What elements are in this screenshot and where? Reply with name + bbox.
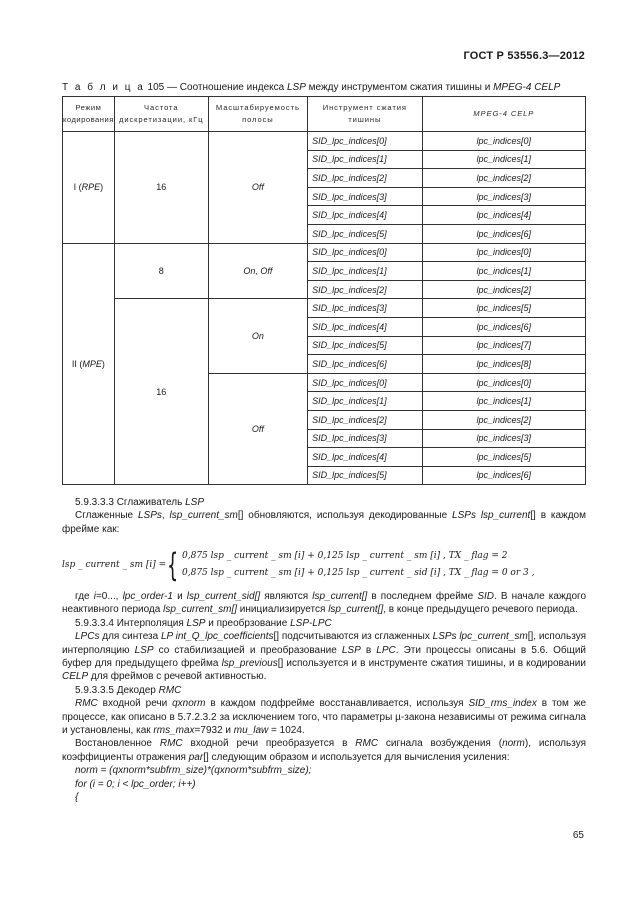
cell-band-scalability: Off	[208, 373, 307, 485]
paragraph: 5.9.3.3.3 Сглаживатель LSP	[75, 497, 204, 508]
cell-silence-tool-index: SID_lpc_indices[3]	[308, 187, 423, 206]
column-header-1: Частота дискретизации, кГц	[114, 97, 208, 132]
paragraph: Востановленное RMC входной речи преобразуется в RMC сигнала возбуждения (norm), используя коэффициенты отражения par[] следующим образом и используется для вычисления усиления:	[62, 738, 586, 763]
text-block-main	[62, 590, 586, 805]
cell-celp-index: lpc_indices[2]	[422, 280, 585, 299]
paragraph: где i=0..., lpc_order-1 и lsp_current_sid[] являются lsp_current[] в последнем фрейме SID. В начале каждого неактивного периода lsp_current_sm[] инициализируется lsp_current[], в конце предыдущего речевого периода.	[62, 591, 587, 616]
cell-silence-tool-index: SID_lpc_indices[4]	[308, 317, 423, 336]
table-body	[63, 132, 586, 485]
paragraph: 5.9.3.3.5 Декодер RMC	[75, 684, 182, 696]
cell-silence-tool-index: SID_lpc_indices[2]	[308, 410, 423, 429]
cell-celp-index: lpc_indices[3]	[422, 187, 585, 206]
cell-celp-index: lpc_indices[1]	[422, 392, 585, 411]
paragraph: RMC входной речи qxnorm в каждом подфрейме восстанавливается, используя SID_rms_index в том же процессе, как описано в 5.7.2.3.2 за исключением того, что параметры µ-закона независимы от режима сигнала и установлены, как rms_max=7932 и mu_law = 1024.	[62, 698, 587, 737]
cell-celp-index: lpc_indices[2]	[422, 410, 585, 429]
cell-coding-mode: I (RPE)	[63, 132, 115, 244]
smoothing-formula	[62, 546, 586, 584]
paragraph: norm = (qxnorm*subfrm_size)*(qxnorm*subfrm_size);	[75, 765, 312, 777]
cell-silence-tool-index: SID_lpc_indices[1]	[308, 392, 423, 411]
cell-band-scalability: Off	[208, 132, 307, 244]
table-row	[63, 299, 586, 318]
column-header-3: Инструмент сжатия тишины	[308, 97, 423, 132]
cell-coding-mode: II (MPE)	[63, 243, 115, 485]
cell-sampling-rate: 16	[114, 299, 208, 485]
cell-celp-index: lpc_indices[1]	[422, 150, 585, 169]
cell-silence-tool-index: SID_lpc_indices[6]	[308, 355, 423, 374]
cell-celp-index: lpc_indices[0]	[422, 373, 585, 392]
cell-celp-index: lpc_indices[5]	[422, 448, 585, 467]
column-header-2: Масштабируемость полосы	[208, 97, 307, 132]
cell-silence-tool-index: SID_lpc_indices[1]	[308, 150, 423, 169]
paragraph: 5.9.3.3.4 Интерполяция LSP и преобрзование LSP-LPC	[75, 617, 332, 629]
formula-case-2: 0,875 lsp _ current _ sm [i] + 0,125 lsp _ current _ sid [i] , TX _ flag = 0 or 3 ,	[182, 568, 535, 578]
cell-silence-tool-index: SID_lpc_indices[3]	[308, 429, 423, 448]
formula-brace: {	[167, 546, 179, 584]
cell-silence-tool-index: SID_lpc_indices[2]	[308, 169, 423, 188]
cell-celp-index: lpc_indices[8]	[422, 355, 585, 374]
cell-silence-tool-index: SID_lpc_indices[3]	[308, 299, 423, 318]
cell-celp-index: lpc_indices[7]	[422, 336, 585, 355]
table-caption	[62, 82, 560, 93]
cell-celp-index: lpc_indices[5]	[422, 299, 585, 318]
cell-band-scalability: On, Off	[208, 243, 307, 299]
cell-celp-index: lpc_indices[0]	[422, 132, 585, 151]
cell-celp-index: lpc_indices[3]	[422, 429, 585, 448]
cell-silence-tool-index: SID_lpc_indices[2]	[308, 280, 423, 299]
cell-sampling-rate: 16	[114, 132, 208, 244]
cell-silence-tool-index: SID_lpc_indices[5]	[308, 336, 423, 355]
table-caption-label: Т а б л и ц а	[62, 82, 145, 93]
column-header-0: Режим кодирования	[63, 97, 115, 132]
cell-sampling-rate: 8	[114, 243, 208, 299]
cell-silence-tool-index: SID_lpc_indices[4]	[308, 448, 423, 467]
table-row	[63, 132, 586, 151]
paragraph: Сглаженные LSPs, lsp_current_sm[] обновляются, используя декодированные LSPs lsp_current[] в каждом фрейме как:	[62, 510, 586, 535]
cell-silence-tool-index: SID_lpc_indices[0]	[308, 132, 423, 151]
cell-celp-index: lpc_indices[6]	[422, 224, 585, 243]
cell-silence-tool-index: SID_lpc_indices[5]	[308, 224, 423, 243]
cell-celp-index: lpc_indices[0]	[422, 243, 585, 262]
cell-celp-index: lpc_indices[6]	[422, 317, 585, 336]
cell-silence-tool-index: SID_lpc_indices[1]	[308, 262, 423, 281]
table-row	[63, 243, 586, 262]
cell-silence-tool-index: SID_lpc_indices[4]	[308, 206, 423, 225]
formula-case-1: 0,875 lsp _ current _ sm [i] + 0,125 lsp _ current _ sm [i] , TX _ flag = 2	[182, 551, 508, 561]
cell-silence-tool-index: SID_lpc_indices[0]	[308, 243, 423, 262]
table-caption-text: 105 — Соотношение индекса LSP между инструментом сжатия тишины и MPEG-4 CELP	[144, 82, 561, 93]
column-header-4: MPEG-4 CELP	[422, 97, 585, 132]
cell-celp-index: lpc_indices[4]	[422, 206, 585, 225]
cell-celp-index: lpc_indices[1]	[422, 262, 585, 281]
cell-band-scalability: On	[208, 299, 307, 373]
paragraph: for (i = 0; i < lpc_order; i++)	[75, 778, 196, 790]
page-number: 65	[572, 830, 584, 841]
lsp-index-table	[62, 96, 586, 485]
cell-celp-index: lpc_indices[6]	[422, 466, 585, 485]
paragraph: LPCs для синтеза LP int_Q_lpc_coefficients[] подсчитываются из сглаженных LSPs lpc_current_sm[], используя интерполяцию LSP со стабилизацией и преобразование LSP в LPC. Эти процессы описаны в 5.6. Общий буфер для предыдущего фрейма lsp_previous[] используется и в инструменте сжатия тишины, и в кодировании CELP для фреймов с речевой активностью.	[62, 631, 586, 683]
table-header-row	[63, 97, 586, 132]
cell-silence-tool-index: SID_lpc_indices[5]	[308, 466, 423, 485]
text-block-smoother	[62, 496, 586, 536]
paragraph: {	[75, 792, 79, 804]
document-header: ГОСТ Р 53556.3—2012	[463, 50, 585, 62]
cell-silence-tool-index: SID_lpc_indices[0]	[308, 373, 423, 392]
formula-lhs: lsp _ current _ sm [i] =	[62, 560, 167, 570]
cell-celp-index: lpc_indices[2]	[422, 169, 585, 188]
